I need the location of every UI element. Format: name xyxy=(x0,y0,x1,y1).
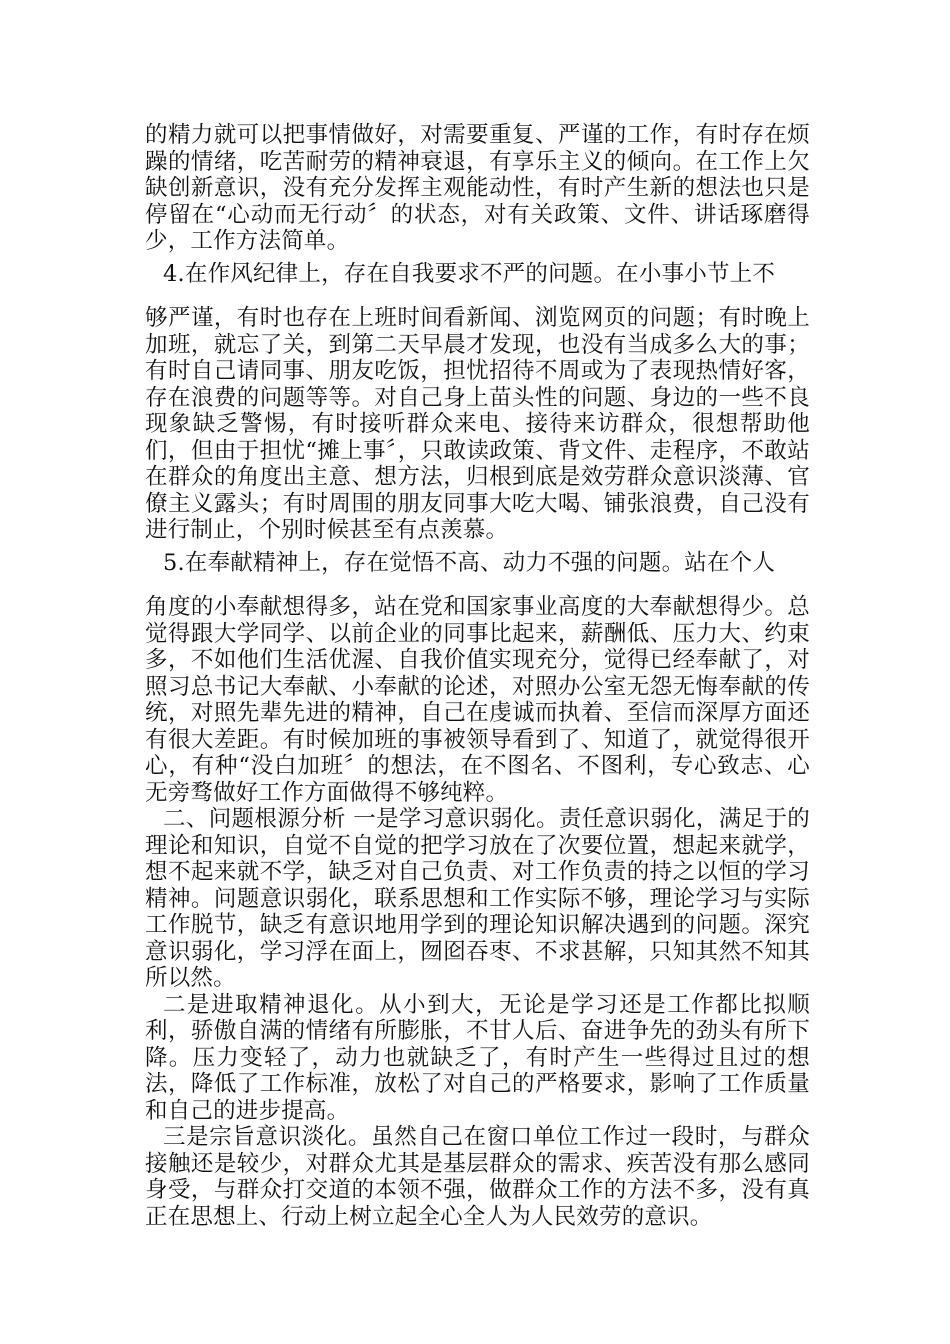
paragraph-dedication: 角度的小奉献想得多，站在党和国家事业高度的大奉献想得少。总觉得跟大学同学、以前企业的同事比起来，薪酬低、压力大、约束多，不如他们生活优渥、自我价值实现充分，觉得已经奉献了，对照习总书记大奉献、小奉献的论述，对照办公室无怨无悔奉献的传统，对照先辈先进的精神，自己在虔诚而执着、至信而深厚方面还有很大差距。有时候加班的事被领导看到了、知道了，就觉得很开心，有种“没白加班〞的想法，在不图名、不图利，专心致志、心无旁骛做好工作方面做得不够纯粹。 xyxy=(145,594,810,806)
item-heading-dedication: 5.在奉献精神上，存在觉悟不高、动力不强的问题。站在个人 xyxy=(163,549,776,576)
paragraph-work-attitude-continued: 的精力就可以把事情做好，对需要重复、严谨的工作，有时存在烦躁的情绪，吃苦耐劳的精神衰退，有享乐主义的倾向。在工作上欠缺创新意识，没有充分发挥主观能动性，有时产生新的想法也只是停留在“心动而无行动〞的状态，对有关政策、文件、讲话琢磨得少，工作方法简单。 xyxy=(145,122,810,254)
paragraph-discipline: 够严谨，有时也存在上班时间看新闻、浏览网页的问题；有时晚上加班，就忘了关，到第二天早晨才发现，也没有当成多么大的事；有时自己请同事、朋友吃饭，担忧招待不周或为了表现热情好客，存在浪费的问题等等。对自己身上苗头性的问题、身边的一些不良现象缺乏警惕，有时接听群众来电、接待来访群众，很想帮助他们，但由于担忧“摊上事〞，只敢读政策、背文件、走程序，不敢站在群众的角度出主意、想方法，归根到底是效劳群众意识淡薄、官僚主义露头；有时周围的朋友同事大吃大喝、铺张浪费，自己没有进行制止，个别时候甚至有点羡慕。 xyxy=(145,305,810,543)
paragraph-root-cause-purpose: 三是宗旨意识淡化。虽然自己在窗口单位工作过一段时，与群众接触还是较少，对群众尤其是基层群众的需求、疾苦没有那么感同身受，与群众打交道的本领不强，做群众工作的方法不多，没有真正在思想上、行动上树立起全心全人为人民效劳的意识。 xyxy=(145,1124,810,1230)
paragraph-root-cause-enterprise: 二是进取精神退化。从小到大，无论是学习还是工作都比拟顺利，骄傲自满的情绪有所膨胀，不甘人后、奋进争先的劲头有所下降。压力变轻了，动力也就缺乏了，有时产生一些得过且过的想法，降低了工作标准，放松了对自己的严格要求，影响了工作质量和自己的进步提高。 xyxy=(145,991,810,1124)
spacer xyxy=(145,287,810,305)
item-heading-discipline: 4.在作风纪律上，存在自我要求不严的问题。在小事小节上不 xyxy=(163,260,776,287)
spacer xyxy=(145,576,810,594)
paragraph-root-cause-learning: 二、问题根源分析 一是学习意识弱化。责任意识弱化，满足于的理论和知识，自觉不自觉的把学习放在了次要位置，想起来就学，想不起来就不学，缺乏对自己负责、对工作负责的持之以恒的学习精神。问题意识弱化，联系思想和工作实际不够，理论学习与实际工作脱节，缺乏有意识地用学到的理论知识解决遇到的问题。深究意识弱化，学习浮在面上，囫囵吞枣、不求甚解，只知其然不知其所以然。 xyxy=(145,806,810,991)
document-body xyxy=(145,122,810,1230)
